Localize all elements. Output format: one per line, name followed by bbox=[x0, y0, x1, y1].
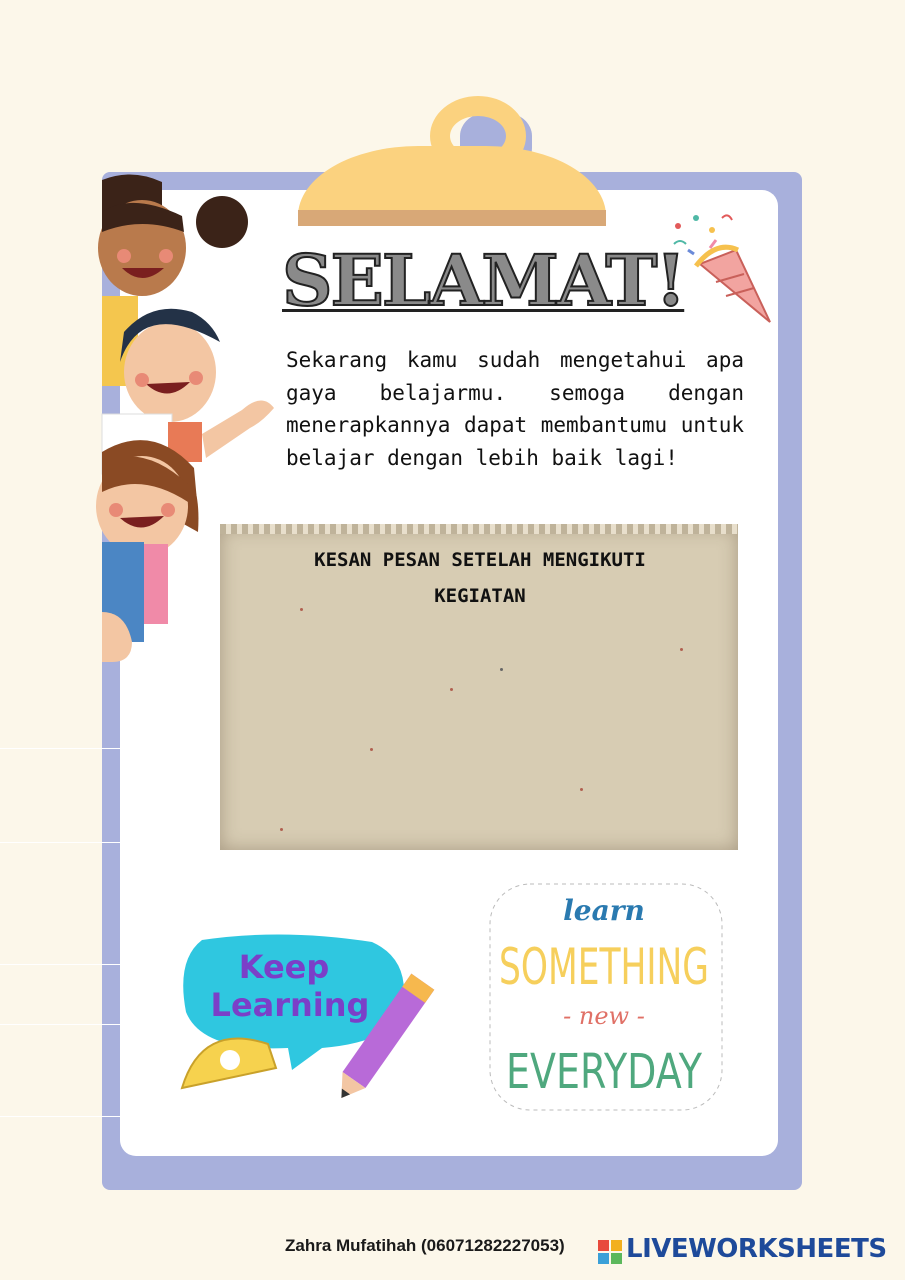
feedback-card-title-line2: KEGIATAN bbox=[434, 585, 526, 607]
sticker-something-text: SOMETHING bbox=[499, 938, 709, 996]
page-title: SELAMAT! bbox=[282, 239, 685, 322]
learn-something-new-sticker bbox=[486, 880, 726, 1114]
sticker-learning-text: Learning bbox=[210, 986, 370, 1024]
message-paragraph: Sekarang kamu sudah mengetahui apa gaya belajarmu. semoga dengan menerapkannya dapat membantumu untuk belajar dengan lebih baik lagi! bbox=[286, 348, 744, 470]
feedback-card-title-line1: KESAN PESAN SETELAH MENGIKUTI bbox=[314, 549, 646, 571]
sticker-new-text: - new - bbox=[563, 1002, 645, 1030]
party-popper-icon bbox=[666, 210, 776, 326]
brand-wordmark[interactable]: LIVEWORKSHEETS bbox=[626, 1234, 887, 1264]
clip-base bbox=[298, 210, 606, 226]
sticker-learn-text: learn bbox=[563, 894, 645, 927]
author-credit: Zahra Mufatihah (06071282227053) bbox=[285, 1236, 565, 1255]
sticker-keep-text: Keep bbox=[238, 948, 330, 986]
feedback-card-title bbox=[262, 542, 698, 614]
card-torn-edge bbox=[220, 524, 738, 534]
liveworksheets-logo-icon bbox=[598, 1240, 622, 1264]
keep-learning-sticker bbox=[172, 930, 462, 1100]
sticker-everyday-text: EVERYDAY bbox=[506, 1044, 703, 1100]
